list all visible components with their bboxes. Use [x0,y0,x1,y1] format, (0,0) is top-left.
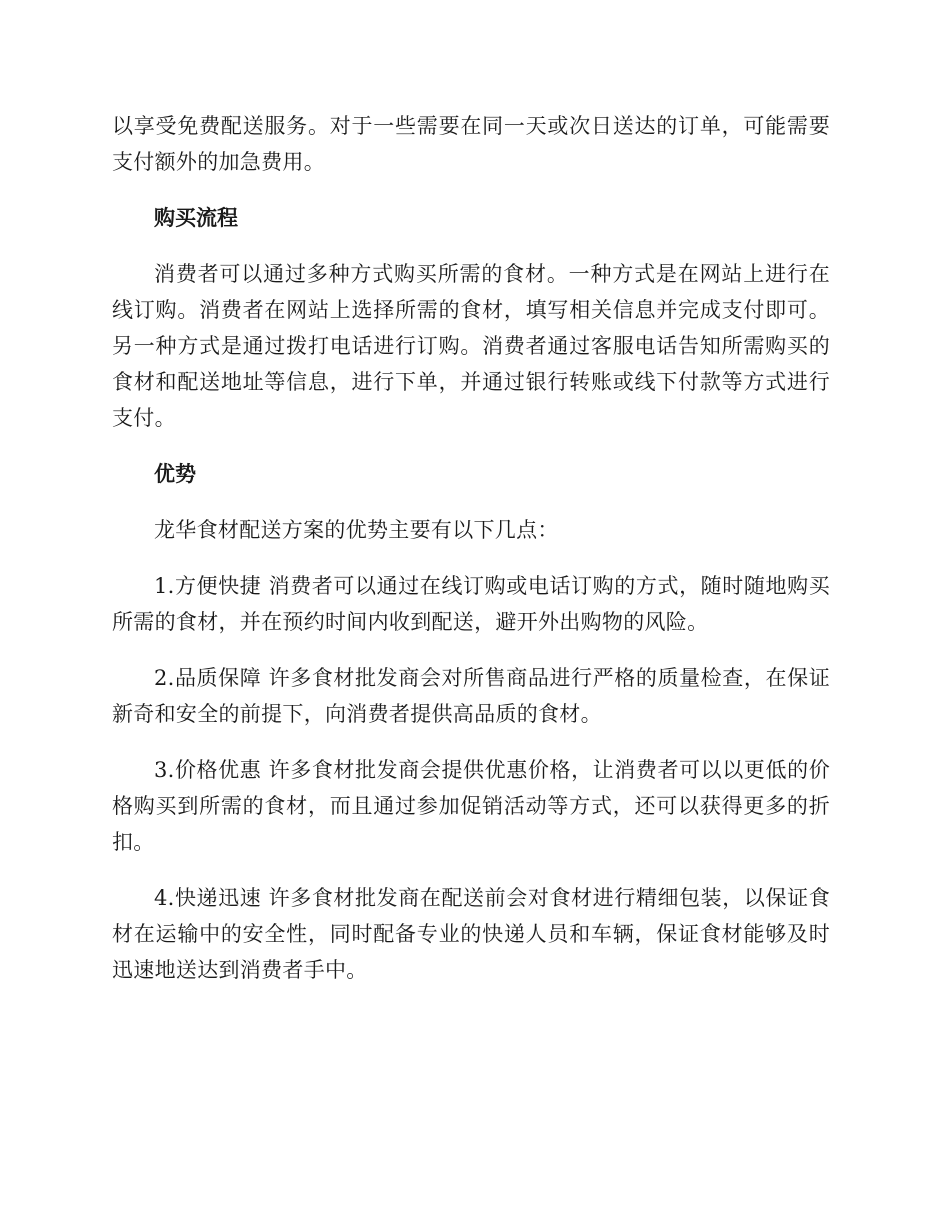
advantage-item-4: 4.快递迅速 许多食材批发商在配送前会对食材进行精细包装，以保证食材在运输中的安全性，同时配备专业的快递人员和车辆，保证食材能够及时迅速地送达到消费者手中。 [112,886,830,982]
advantage-item-3: 3.价格优惠 许多食材批发商会提供优惠价格，让消费者可以以更低的价格购买到所需的食材，而且通过参加促销活动等方式，还可以获得更多的折扣。 [112,758,830,854]
section-heading-advantages: 优势 [154,462,196,486]
continued-paragraph: 以享受免费配送服务。对于一些需要在同一天或次日送达的订单，可能需要支付额外的加急费用。 [112,114,830,174]
advantage-item-1: 1.方便快捷 消费者可以通过在线订购或电话订购的方式，随时随地购买所需的食材，并在预约时间内收到配送，避开外出购物的风险。 [112,574,830,634]
document-page [112,108,830,1008]
purchase-process-paragraph: 消费者可以通过多种方式购买所需的食材。一种方式是在网站上进行在线订购。消费者在网站上选择所需的食材，填写相关信息并完成支付即可。另一种方式是通过拨打电话进行订购。消费者通过客服电话告知所需购买的食材和配送地址等信息，进行下单，并通过银行转账或线下付款等方式进行支付。 [112,262,830,430]
section-heading-purchase-process: 购买流程 [154,206,238,230]
advantages-intro-paragraph: 龙华食材配送方案的优势主要有以下几点： [154,518,559,542]
advantage-item-2: 2.品质保障 许多食材批发商会对所售商品进行严格的质量检查，在保证新奇和安全的前提下，向消费者提供高品质的食材。 [112,666,830,726]
